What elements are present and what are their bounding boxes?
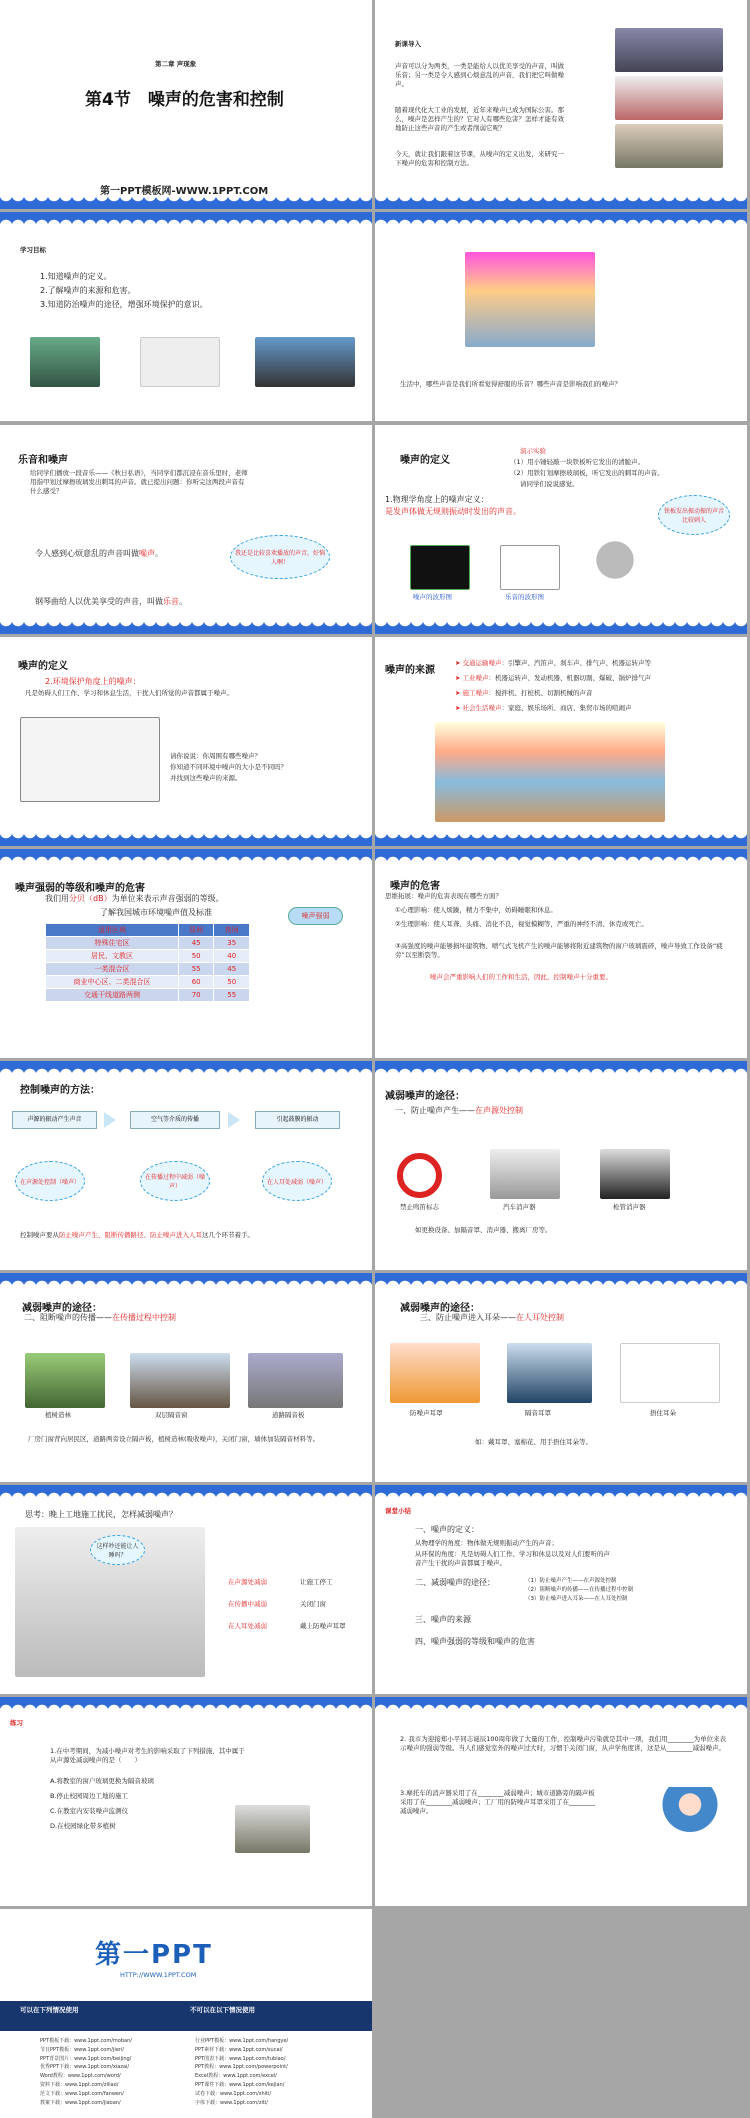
option-c[interactable]: C.在教室内安装噪声监测仪 (50, 1807, 129, 1815)
link-item[interactable]: 节日PPT模板：www.1ppt.com/jieri/ (40, 2046, 124, 2053)
source-2: ➤ 工业噪声：机器运转声、发动机器、机器切割、爆破、锅炉排气声 (455, 674, 652, 682)
motorbike-image (255, 337, 355, 387)
wave-border (375, 212, 747, 226)
slide-end (0, 1909, 372, 2118)
wave-border (375, 1061, 747, 1075)
slide-title (0, 0, 372, 209)
harm-2: ②生理影响：使人耳聋、头痛、消化不良，视觉模糊等，严重的神经不清、休克或死亡。 (395, 920, 648, 928)
table-title: 了解我国城市环境噪声值及标准 (100, 908, 212, 917)
slide-question (375, 212, 747, 421)
wave-border (0, 1697, 372, 1711)
slide-title: 噪声的来源 (385, 665, 435, 676)
wave-border (0, 212, 372, 226)
noise-comic (20, 717, 160, 802)
link-item[interactable]: PPT模板下载：www.1ppt.com/moban/ (40, 2038, 132, 2044)
logo: 第一PPT (95, 1940, 213, 1970)
slide-definition-1 (375, 425, 747, 634)
goal-2: 2.了解噪声的来源和危害。 (40, 286, 136, 295)
slide-title: 乐音和噪声 (18, 455, 68, 466)
noise-cartoon (465, 252, 595, 347)
prompt-2: 你知道不同环境中噪声的大小是不同吗？ (170, 763, 287, 771)
option-d[interactable]: D.在校园绿化带多植树 (50, 1822, 116, 1830)
wave-border (375, 620, 747, 634)
music-def: 钢琴曲给人以优美享受的声音，叫做乐音。 (35, 597, 187, 606)
wave-border (375, 832, 747, 846)
slide-levels (0, 849, 372, 1058)
harm-1: ①心理影响：使人烦躁，精力不集中，妨碍睡眠和休息。 (395, 906, 557, 914)
way-heading: 二、阻断噪声的传播——在传播过程中控制 (24, 1313, 176, 1322)
worker-photo (615, 124, 723, 168)
slide-intro (375, 0, 747, 209)
link-item[interactable]: Word教程：www.1ppt.com/word/ (40, 2073, 121, 2080)
link-item[interactable]: 优秀PPT下载：www.1ppt.com/xiazai/ (40, 2064, 130, 2071)
table-row (46, 937, 250, 950)
way-heading: 一、防止噪声产生——在声源处控制 (395, 1106, 523, 1115)
caption-cover: 捂住耳朵 (650, 1409, 676, 1417)
slide-way-2 (0, 1273, 372, 1482)
way-examples: 如更换设备、加隔音罩、消声器、搬离厂房等。 (415, 1226, 552, 1234)
intro-p1: 声音可以分为两类，一类是能给人以优美享受的声音，叫做乐音；另一类是令人感到心烦意乱的声音，我们把它叫做噪声。 (395, 62, 564, 88)
table-cell: 商业中心区、二类混合区 (46, 976, 179, 989)
ear-cloud: 在人耳处减弱（噪声） (262, 1161, 332, 1201)
control-summary: 控制噪声要从防止噪声产生、阻断传播路径、防止噪声进入人耳这几个环节着手。 (20, 1231, 254, 1239)
gun-silencer-image (600, 1149, 670, 1199)
slide-harm (375, 849, 747, 1058)
action-stop: 让施工停工 (300, 1578, 333, 1586)
cartoon-image (140, 337, 220, 387)
slide-title: 噪声的危害 (390, 881, 440, 892)
table-cell: 50 (178, 950, 214, 963)
chapter-label: 第二章 声现象 (155, 60, 197, 68)
wave-border (0, 832, 372, 846)
experiment-3: 请同学们说说感觉。 (520, 480, 579, 488)
wave-border (375, 1485, 747, 1499)
summary-3: 三、噪声的来源 (415, 1615, 471, 1624)
table-header-row (46, 924, 250, 937)
slide-title: 噪声的定义 (400, 455, 450, 466)
label-source: 在声源处减弱 (228, 1578, 267, 1586)
wave-border (0, 620, 372, 634)
env-def-label: 2.环境保护角度上的噪声： (45, 677, 141, 686)
wave-border (375, 1697, 747, 1711)
caption-no-horn: 禁止鸣笛标志 (400, 1203, 439, 1211)
arrow-icon (104, 1112, 116, 1128)
source-3: ➤ 施工噪声：搅拌机、打桩机、切割机械的声音 (455, 689, 593, 697)
site-label: 第一PPT模板网-WWW.1PPT.COM (100, 186, 269, 197)
source-4: ➤ 社会生活噪声：家庭、娱乐场所、商店、集贸市场的喧闹声 (455, 704, 632, 712)
harm-3: ③高强度的噪声能够损坏建筑物、喷气式飞机产生的噪声能够将附近建筑物的窗户玻璃震碎，噪声导致工作设备“疲劳”以至断裂等。 (395, 942, 723, 959)
wave-border (375, 1273, 747, 1287)
option-a[interactable]: A.将教室的窗户玻璃更换为隔音玻璃 (50, 1777, 154, 1785)
caption-barrier: 道路隔音板 (272, 1411, 305, 1419)
link-list-left (40, 2037, 132, 2107)
caption-silencer: 枪管消声器 (613, 1203, 646, 1211)
way-examples: 厂房门窗背向居民区，道路两旁设立隔声板，植树造林(吸收噪声)，关闭门窗，墙体加装隔音材料等。 (28, 1435, 320, 1443)
ear-box: 引起鼓膜的振动 (255, 1111, 340, 1129)
harm-intro: 思维拓展：噪声的危害表现在哪些方面？ (385, 892, 502, 900)
slide-way-3 (375, 1273, 747, 1482)
link-item[interactable]: PPT背景图片：www.1ppt.com/beijing/ (40, 2055, 132, 2062)
slide-definition-2 (0, 637, 372, 846)
slide-practice-1 (0, 1697, 372, 1906)
link-item[interactable]: PPT课件下载：www.1ppt.com/kejian/ (195, 2081, 285, 2088)
slide-practice-2 (375, 1697, 747, 1906)
link-item[interactable]: 行业PPT模板：www.1ppt.com/hangye/ (195, 2038, 289, 2044)
think-question: 思考：晚上工地施工扰民，怎样减弱噪声？ (25, 1510, 177, 1519)
worker-bubble: 这样吵还能让人睡吗？ (90, 1535, 145, 1565)
table-cell: 一类混合区 (46, 963, 179, 976)
goal-3: 3.知道防治噪声的途径，增强环境保护的意识。 (40, 300, 208, 309)
summary-1a: 从物理学的角度：物体做无规则振动产生的声音； (415, 1539, 558, 1547)
logo-url: HTTP://WWW.1PPT.COM (120, 1971, 197, 1979)
link-item[interactable]: 教案下载：www.1ppt.com/jiaoan/ (40, 2099, 121, 2106)
story-text: 给同学们播放一段音乐——《秋日私语》，当同学们都沉浸在音乐里时，老师用指甲划过摩擦玻璃发出刺耳的声音。就已提出问题：你听完这两段声音有什么感受？ (30, 469, 248, 495)
link-item[interactable]: Excel教程：www.1ppt.com/excel/ (195, 2073, 277, 2080)
table-cell: 居民、文教区 (46, 950, 179, 963)
noise-caption: 噪声的波形图 (413, 593, 452, 601)
section-label: 课堂小结 (385, 1507, 411, 1515)
env-def: 凡是妨碍人们工作、学习和休息生活，干扰人们所觉的声音都属于噪声。 (25, 689, 233, 697)
way-3: （3）防止噪声进入耳朵——在人耳处控制 (525, 1596, 628, 1602)
wave-border (375, 849, 747, 863)
level-tag: 噪声强弱 (288, 907, 343, 925)
car-muffler-image (490, 1149, 560, 1199)
prompt-1: 请你说说：你周围有哪些噪声？ (170, 752, 261, 760)
caption-window: 双层隔音窗 (155, 1411, 188, 1419)
cover-ears-image (620, 1343, 720, 1403)
intro-p2: 随着现代化大工业的发展，近年来噪声已成为国际公害。那么，噪声是怎样产生的？它对人有哪些危害？怎样才能有效地防止这些声音的产生或者削弱它呢？ (395, 106, 564, 132)
goal-1: 1.知道噪声的定义。 (40, 272, 112, 281)
slide-title: 控制噪声的方法： (20, 1085, 100, 1096)
link-item[interactable]: PPT图表下载：www.1ppt.com/tubiao/ (195, 2055, 286, 2062)
earplug-image (390, 1343, 480, 1403)
slide-way-1 (375, 1061, 747, 1270)
action-close: 关闭门窗 (300, 1600, 326, 1608)
table-cell: 55 (214, 989, 250, 1002)
traffic-photo (615, 28, 723, 72)
physics-def-label: 1.物理学角度上的噪声定义： (385, 495, 489, 504)
table-cell: 35 (214, 937, 250, 950)
link-item[interactable]: 范文下载：www.1ppt.com/fanwen/ (40, 2090, 124, 2097)
summary-1: 一、噪声的定义： (415, 1525, 479, 1534)
noise-standard-table (45, 923, 250, 1002)
caption-muffler: 汽车消声器 (503, 1203, 536, 1211)
caption-earmuff: 隔音耳罩 (525, 1409, 551, 1417)
music-waveform (500, 545, 560, 590)
header-cell: 夜间 (214, 924, 250, 937)
way-heading: 三、防止噪声进入耳朵——在人耳处控制 (420, 1313, 564, 1322)
summary-1b: 从环保的角度：凡是妨碍人们工作、学习和休息以及对人们要听的声音产生干扰的声音都属于噪声。 (415, 1550, 610, 1567)
label-transmission: 在传播中减弱 (228, 1600, 267, 1608)
summary-4: 四、噪声强弱的等级和噪声的危害 (415, 1637, 535, 1646)
slide-title: 减弱噪声的途径： (385, 1091, 465, 1102)
way-examples: 如：戴耳罩、塞棉花、用手捂住耳朵等。 (475, 1438, 592, 1446)
source-1: ➤ 交通运输噪声：引擎声、汽笛声、刹车声、排气声、机器运转声等 (455, 659, 652, 667)
earmuff-worker-image (507, 1343, 592, 1403)
sign-photo (615, 76, 723, 120)
arrow-icon (228, 1112, 240, 1128)
source-cloud: 在声源处控制（噪声） (15, 1161, 85, 1201)
slide-goals (0, 212, 372, 421)
road-barrier-image (248, 1353, 343, 1408)
wave-border (0, 1485, 372, 1499)
slide-title: 减弱噪声的途径： (22, 1303, 102, 1314)
link-item[interactable]: 字体下载：www.1ppt.com/ziti/ (195, 2099, 268, 2106)
medium-box: 空气等介质的传播 (130, 1111, 220, 1129)
caption-earplug: 防噪声耳罩 (410, 1409, 443, 1417)
wave-border (375, 195, 747, 209)
slide-title: 减弱噪声的途径： (400, 1303, 480, 1314)
header-cell: 适用区域 (46, 924, 179, 937)
lesson-title: 第4节 噪声的危害和控制 (85, 90, 284, 110)
label-ear: 在人耳处减弱 (228, 1622, 267, 1630)
section-label: 学习目标 (20, 246, 46, 254)
slide-title: 噪声的定义 (18, 661, 68, 672)
table-cell: 70 (178, 989, 214, 1002)
speech-bubble: 我还是比较喜欢播放的声音，好恼人啊！ (230, 535, 330, 579)
slide-music-noise (0, 425, 372, 634)
table-cell: 交通干线道路两侧 (46, 989, 179, 1002)
option-b[interactable]: B.停止校园周边工地的施工 (50, 1792, 129, 1800)
trees-image (25, 1353, 105, 1408)
harm-conclusion: 噪声会严重影响人们的工作和生活，因此，控制噪声十分重要。 (430, 973, 612, 981)
slide-think (0, 1485, 372, 1694)
table-row (46, 963, 250, 976)
forbidden-heading: 不可以在以下情况使用 (190, 2006, 255, 2014)
table-cell: 50 (214, 976, 250, 989)
question-3: 3.摩托车的消声器采用了在________减弱噪声；城市道路旁的隔声板采用了在________减弱噪声；工厂用的防噪声耳罩采用了在________减弱噪声。 (400, 1789, 595, 1815)
unit-text: 我们用分贝（dB）为单位来表示声音强弱的等级。 (45, 894, 224, 903)
factory-image (30, 337, 100, 387)
table-cell: 40 (214, 950, 250, 963)
table-cell: 45 (178, 937, 214, 950)
caption-trees: 植树造林 (45, 1411, 71, 1419)
question-1: 1.在中考期间，为减小噪声对考生的影响采取了下列措施，其中属于从声源处减弱噪声的是（ ） (50, 1747, 245, 1764)
noise-waveform (410, 545, 470, 590)
link-item[interactable]: PPT教程：www.1ppt.com/powerpoint/ (195, 2064, 288, 2071)
double-window-image (130, 1353, 230, 1408)
exam-room-photo (235, 1805, 310, 1853)
link-list-right (195, 2037, 288, 2107)
header-cell: 昼间 (178, 924, 214, 937)
question-text: 生活中，哪些声音是我们所看觉得舒服的乐音？哪些声音是影响我们的噪声？ (400, 380, 621, 388)
intro-p3: 今天，就让我们跟着这节课，从噪声的定义出发，来研究一下噪声的危害和控制方法。 (395, 150, 564, 167)
experiment-2: （2）用铁钉划摩擦玻璃板，听它发出的刺耳的声音。 (510, 469, 664, 477)
table-row (46, 976, 250, 989)
experiment-label: 演示实验 (520, 447, 546, 455)
section-label: 新课导入 (395, 40, 421, 48)
table-cell: 特殊住宅区 (46, 937, 179, 950)
slide-control-methods (0, 1061, 372, 1270)
action-earmuff: 戴上防噪声耳罩 (300, 1622, 346, 1630)
way-1: （1）防止噪声产生——在声源处控制 (525, 1578, 617, 1584)
summary-2: 二、减弱噪声的途径： (415, 1578, 495, 1587)
slide-title: 噪声强弱的等级和噪声的危害 (15, 883, 145, 894)
table-cell: 60 (178, 976, 214, 989)
table-cell: 45 (214, 963, 250, 976)
link-item[interactable]: 试卷下载：www.1ppt.com/shiti/ (195, 2090, 272, 2097)
transmission-cloud: 在传播过程中减弱（噪声） (140, 1161, 210, 1201)
mouse-cartoon (585, 525, 645, 595)
prompt-3: 并找到这些噪声的来源。 (170, 774, 242, 782)
allowed-heading: 可以在下列情况使用 (20, 2006, 79, 2014)
table-cell: 55 (178, 963, 214, 976)
physics-def: 是发声体做无规则振动时发出的声音。 (385, 507, 521, 516)
wave-border (0, 1061, 372, 1075)
slide-sources (375, 637, 747, 846)
music-caption: 乐音的波形图 (505, 593, 544, 601)
section-label: 练习 (10, 1719, 23, 1727)
question-2: 2. 我市为迎接郑小平同志诞辰100周年做了大量的工作，控制噪声污染就是其中一项，我们用________为单位来表示噪声的强弱等级。当人们感觉室外的噪声过大时，习惯于关闭门窗，从声学角度讲，这是从________减弱噪声。 (400, 1735, 727, 1752)
way-2: （2）阻断噪声的传播——在传播过程中控制 (525, 1587, 634, 1593)
experiment-1: （1）用小锤轻敲一块铁板听它发出的清脆声。 (510, 458, 645, 466)
wave-border (0, 1273, 372, 1287)
link-item[interactable]: 资料下载：www.1ppt.com/ziliao/ (40, 2081, 119, 2088)
boy-cartoon (660, 1787, 720, 1857)
slide-summary (375, 1485, 747, 1694)
noise-def: 令人感到心烦意乱的声音叫做噪声。 (35, 549, 163, 558)
table-row (46, 950, 250, 963)
wave-border (0, 849, 372, 863)
source-box: 声源的振动产生声音 (12, 1111, 97, 1129)
no-horn-sign (397, 1153, 442, 1198)
city-illustration (435, 722, 665, 822)
mouse-bubble: 铁板发出振动振的声音比较刺人 (658, 495, 730, 535)
link-item[interactable]: PPT素材下载：www.1ppt.com/sucai/ (195, 2046, 283, 2053)
table-row (46, 989, 250, 1002)
